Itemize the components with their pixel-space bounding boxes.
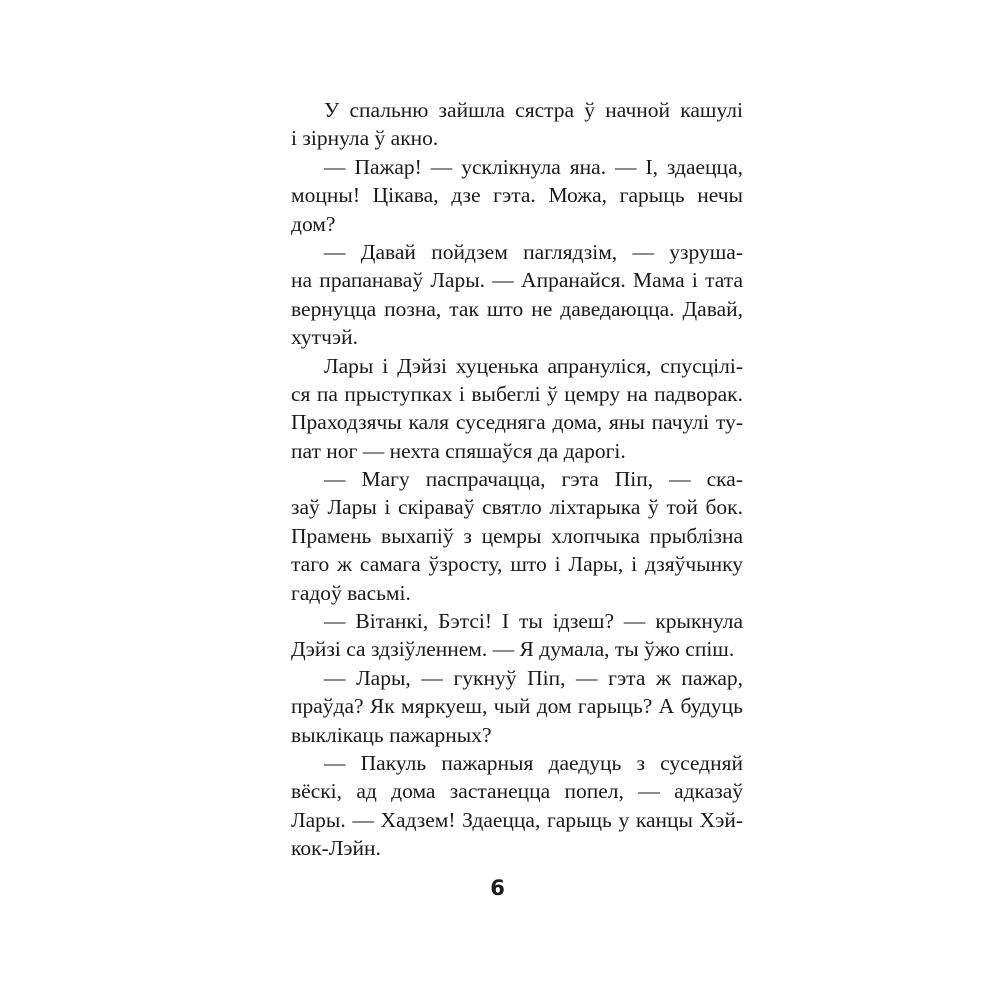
text-line: таго ж самага ўзросту, што і Лары, і дзяўчынку bbox=[291, 552, 743, 577]
paragraph-1 bbox=[258, 96, 743, 153]
text-line: ся па прыступках і выбеглі ў цемру на падворак. bbox=[291, 381, 743, 406]
text-line: і зірнула ў акно. bbox=[291, 126, 439, 151]
paragraph-4 bbox=[258, 352, 743, 466]
paragraph-2 bbox=[258, 153, 743, 238]
text-line: — Вітанкі, Бэтсі! І ты ідзеш? — крыкнула bbox=[324, 609, 743, 634]
text-line: заў Лары і скіраваў святло ліхтарыка ў той бок. bbox=[291, 495, 743, 520]
text-line: У спальню зайшла сястра ў начной кашулі bbox=[324, 98, 743, 122]
text-line: праўда? Як мяркуеш, чый дом гарыць? А будуць bbox=[291, 694, 743, 719]
text-line: вёскі, ад дома застанецца попел, — адказаў bbox=[291, 779, 743, 804]
text-line: — Лары, — гукнуў Піп, — гэта ж пажар, bbox=[324, 665, 743, 690]
text-line: Прамень выхапіў з цемры хлопчыка прыблізна bbox=[291, 523, 743, 548]
text-line: Лары. — Хадзем! Здаецца, гарыць у канцы Хэй- bbox=[291, 807, 743, 832]
text-line: Дэйзі са здзіўленнем. — Я думала, ты ўжо спіш. bbox=[291, 637, 735, 662]
text-line: Лары і Дэйзі хуценька апрануліся, спусцілі- bbox=[324, 353, 743, 378]
text-line: Праходзячы каля суседняга дома, яны пачулі ту- bbox=[291, 410, 743, 435]
paragraph-6 bbox=[258, 607, 743, 664]
text-line: выклікаць пажарных? bbox=[291, 722, 492, 747]
text-line: — Пакуль пажарныя даедуць з суседняй bbox=[324, 750, 743, 775]
text-line: дом? bbox=[291, 211, 336, 236]
text-line: вернуцца позна, так што не даведаюцца. Давай, bbox=[291, 296, 743, 321]
text-line: пат ног — нехта спяшаўся да дарогі. bbox=[291, 438, 626, 463]
text-line: на прапанаваў Лары. — Апранайся. Мама і тата bbox=[291, 268, 743, 293]
page-number: 6 bbox=[490, 876, 505, 900]
text-line: — Пажар! — усклікнула яна. — І, здаецца, bbox=[324, 154, 743, 179]
text-line: моцны! Цікава, дзе гэта. Можа, гарыць нечы bbox=[291, 183, 743, 208]
text-line: — Давай пойдзем паглядзім, — узруша- bbox=[324, 239, 743, 264]
text-line: — Магу паспрачацца, гэта Піп, — ска- bbox=[324, 467, 743, 492]
paragraph-7 bbox=[258, 664, 743, 749]
paragraph-5 bbox=[258, 465, 743, 607]
paragraph-3 bbox=[258, 238, 743, 352]
body-text bbox=[258, 96, 743, 863]
paragraph-8 bbox=[258, 749, 743, 863]
text-line: хутчэй. bbox=[291, 325, 358, 350]
text-line: кок-Лэйн. bbox=[291, 836, 381, 861]
text-line: гадоў васьмі. bbox=[291, 580, 411, 605]
